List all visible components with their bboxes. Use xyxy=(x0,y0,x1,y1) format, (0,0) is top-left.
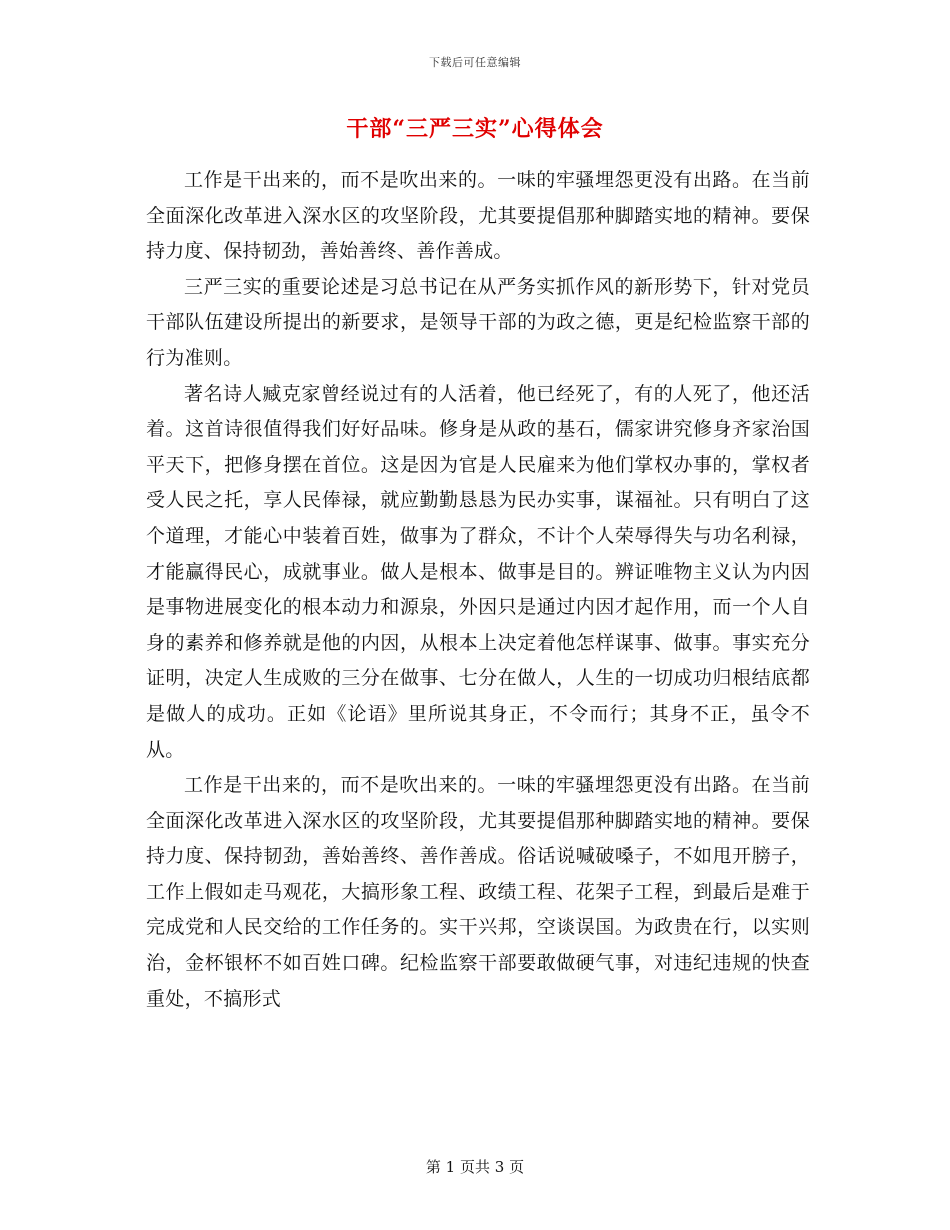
paragraph-3: 著名诗人臧克家曾经说过有的人活着，他已经死了，有的人死了，他还活着。这首诗很值得我们好好品味。修身是从政的基石，儒家讲究修身齐家治国平天下，把修身摆在首位。这是因为官是人民雇来为他们掌权办事的，掌权者受人民之托，享人民俸禄，就应勤勤恳恳为民办实事，谋福祉。只有明白了这个道理，才能心中装着百姓，做事为了群众，不计个人荣辱得失与功名利禄，才能赢得民心，成就事业。做人是根本、做事是目的。辨证唯物主义认为内因是事物进展变化的根本动力和源泉，外因只是通过内因才起作用，而一个人自身的素养和修养就是他的内因，从根本上决定着他怎样谋事、做事。事实充分证明，决定人生成败的三分在做事、七分在做人，人生的一切成功归根结底都是做人的成功。正如《论语》里所说其身正，不令而行；其身不正，虽令不从。 xyxy=(146,382,810,761)
document-body xyxy=(146,163,810,1017)
document-title: 干部“三严三实”心得体会 xyxy=(346,116,604,142)
page-number: 第 1 页共 3 页 xyxy=(425,1158,525,1176)
paragraph-2: 三严三实的重要论述是习总书记在从严务实抓作风的新形势下，针对党员干部队伍建设所提出的新要求，是领导干部的为政之德，更是纪检监察干部的行为准则。 xyxy=(146,275,810,369)
paragraph-4: 工作是干出来的，而不是吹出来的。一味的牢骚埋怨更没有出路。在当前全面深化改革进入深水区的攻坚阶段，尤其要提倡那种脚踏实地的精神。要保持力度、保持韧劲，善始善终、善作善成。俗话说喊破嗓子，不如甩开膀子，工作上假如走马观花，大搞形象工程、政绩工程、花架子工程，到最后是难于完成党和人民交给的工作任务的。实干兴邦，空谈误国。为政贵在行，以实则治，金杯银杯不如百姓口碑。纪检监察干部要敢做硬气事，对违纪违规的快查重处，不搞形式 xyxy=(146,774,810,1010)
paragraph-1: 工作是干出来的，而不是吹出来的。一味的牢骚埋怨更没有出路。在当前全面深化改革进入深水区的攻坚阶段，尤其要提倡那种脚踏实地的精神。要保持力度、保持韧劲，善始善终、善作善成。 xyxy=(146,169,810,263)
header-note: 下载后可任意编辑 xyxy=(429,56,521,69)
